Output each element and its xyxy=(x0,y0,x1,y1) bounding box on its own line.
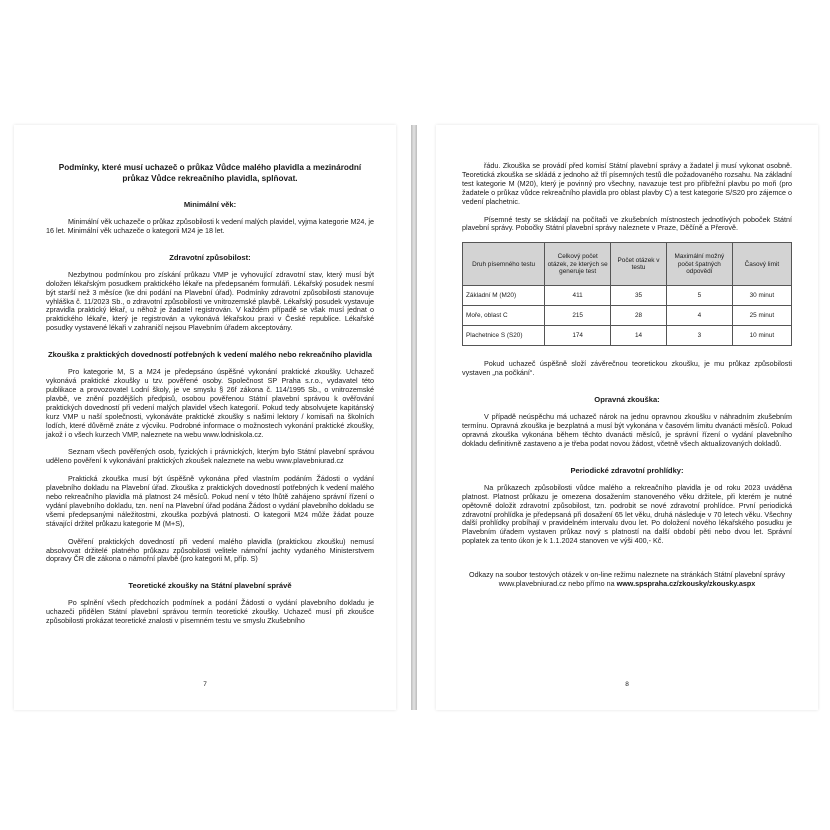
column-header: Maximální možný počet špatných odpovědí xyxy=(666,243,732,286)
paragraph-practical-1: Pro kategorie M, S a M24 je předepsáno úspěšné vykonání praktické zkoušky. Uchazeč vykonává praktické zkoušky u tzv. pověřené osoby. Společnost SP Praha s.r.o., vydavatel této publikace a provozovatel Lodní školy, je ve smyslu § 26f zákona č. 114/1995 Sb., o vnitrozemské plavbě, ve znění pozdějších předpisů, osobou pověřenou Státní plavební správou k ověřování praktických dovedností při vedení malých plavidel všech kategorií. Pokud tedy absolvujete kapitánský kurz VMP u naší společnosti, vykonáváte praktické zkoušky s našimi lektory / komisaři na školních lodích, které důvěrně znáte z výcviku. Podrobné informace o možnostech vykonání praktické zkoušky, jakož i o všech kurzech VMP, naleznete na webu www.lodniskola.cz. xyxy=(46,367,374,439)
section-heading-retake: Opravná zkouška: xyxy=(594,395,660,405)
paragraph-practical-3: Praktická zkouška musí být úspěšně vykonána před vlastním podáním Žádosti o vydání plavebního dokladu na Plavební úřad. Zkouška z praktických dovedností potřebných k vedení malého nebo rekreačního plavidla má platnost 24 měsíců. Pokud není v této lhůtě zahájeno správní řízení o vydání plavebního dokladu, tzn. není na Plavební úřad podána Žádost o vydání plavebního dokladu se všemi předepsanými náležitostmi, zkouška pozbývá platnosti. O kategorii M24 může žádat pouze stávající držitel průkazu kategorie M (M+S), xyxy=(46,474,374,528)
table-cell: 35 xyxy=(611,286,667,306)
column-header: Počet otázek v testu xyxy=(611,243,667,286)
paragraph-health: Nezbytnou podmínkou pro získání průkazu VMP je vyhovující zdravotní stav, který musí být doložen lékařským posudkem praktického lékaře na předepsaném formuláři. Lékařský posudek nesmí být starší než 3 měsíce (ke dni podání na Plavební úřad). Podmínky zdravotní způsobilosti stanovuje vyhláška č. 11/2023 Sb., o zdravotní způsobilosti ve vnitrozemské plavbě. Lékařský posudek vystavuje zpravidla praktický lékař, u něhož je žadatel registrován. V každém případě se však musí jednat o praktického lékaře, který je registrován a vykonává lékařskou praxi v České republice. Lékařské posudky vystavené lékaři v zahraničí nejsou Plavebním úřadem akceptovány. xyxy=(46,269,374,333)
table-cell: 215 xyxy=(545,306,611,326)
column-header: Časový limit xyxy=(732,243,791,286)
footer-text: Odkazy na soubor testových otázek v on-line režimu naleznete na stránkách Státní plavební správy www.plavebniurad.cz nebo přímo na xyxy=(468,570,786,589)
footer-link[interactable]: www.spspraha.cz/zkousky/zkousky.aspx xyxy=(616,579,756,589)
section-heading-practical-exam: Zkouška z praktických dovedností potřebných k vedení malého nebo rekreačního plavidla xyxy=(47,350,373,360)
section-heading-health: Zdravotní způsobilost: xyxy=(169,252,251,262)
paragraph-practical-2: Seznam všech pověřených osob, fyzických i právnických, kterým bylo Státní plavební správou uděleno pověření k vykonávání praktických zkoušek naleznete na webu www.plavebniurad.cz xyxy=(46,447,374,466)
column-header: Druh písemného testu xyxy=(463,243,545,286)
right-page xyxy=(436,125,818,710)
table-cell: 5 xyxy=(666,286,732,306)
paragraph-min-age: Minimální věk uchazeče o průkaz způsobilosti k vedení malých plavidel, vyjma kategorie M24, je 16 let. Minimální věk uchazeče o kategorii M24 je 18 let. xyxy=(46,217,375,235)
page-title: Podmínky, které musí uchazeč o průkaz Vůdce malého plavidla a mezinárodní průkaz Vůdce rekreačního plavidla, splňovat. xyxy=(58,163,362,183)
paragraph-after-table: Pokud uchazeč úspěšně složí závěrečnou teoretickou zkoušku, je mu průkaz způsobilosti vystaven „na počkání“. xyxy=(462,359,792,378)
table-row xyxy=(463,286,792,306)
table-cell: 174 xyxy=(545,326,611,346)
book-spine xyxy=(411,125,417,710)
section-heading-periodic-checks: Periodické zdravotní prohlídky: xyxy=(570,465,684,475)
table-cell: Plachetnice S (S20) xyxy=(463,326,545,346)
column-header: Celkový počet otázek, ze kterých se generuje test xyxy=(545,243,611,286)
paragraph-practical-4: Ověření praktických dovedností při vedení malého plavidla (praktickou zkoušku) nemusí absolvovat držitelé platného průkazu způsobilosti velitele námořní jachty vydaného Ministerstvem dopravy ČR dle zákona o námořní plavbě (pro kategorii M, příp. S) xyxy=(46,536,374,564)
table-cell: 28 xyxy=(611,306,667,326)
table-cell: 411 xyxy=(545,286,611,306)
table-cell: 4 xyxy=(666,306,732,326)
table-cell: 30 minut xyxy=(732,286,791,306)
paragraph-theory-cont: řádu. Zkouška se provádí před komisí Státní plavební správy a žadatel ji musí vykonat osobně. Teoretická zkouška se skládá z jednoho až tří písemných testů dle požadovaného rozsahu. Na základní test kategorie M (M20), který je povinný pro všechny, navazuje test pro přibřežní plavbu po moři (pro žadatele o průkaz vůdce rekreačního plavidla pro oblast plavby C) a test kategorie S/S20 pro zájemce o vedení plachetnic. xyxy=(462,161,793,206)
paragraph-periodic: Na průkazech způsobilosti vůdce malého a rekreačního plavidla je od roku 2023 uváděna platnost. Platnost průkazu je omezena dosažením stanoveného věku držitele, při kterém je nutné opětovně doložit zdravotní způsobilost, tzn. podrobit se nové zdravotní prohlídce. První periodická zdravotní prohlídka je předepsaná při dosažení 65 let věku, druhá následuje v 70 letech věku. Všechny další prohlídky probíhají v pravidelném intervalu dvou let. Po doložení nového lékařského posudku je Plavebním úřadem vystaven průkaz nový s platností na další období pěti nebo dvou let. Správní poplatek za tento úkon je k 1.1.2024 stanoven ve výši 400,- Kč. xyxy=(462,482,792,546)
table-row xyxy=(463,326,792,346)
page-number: 7 xyxy=(203,681,207,688)
table-cell: Moře, oblast C xyxy=(463,306,545,326)
table-cell: 14 xyxy=(611,326,667,346)
table-header-row xyxy=(463,243,792,286)
page-number: 8 xyxy=(625,681,629,688)
table-cell: 3 xyxy=(666,326,732,346)
paragraph-retake: V případě neúspěchu má uchazeč nárok na jednu opravnou zkoušku v náhradním zkušebním termínu. Opravná zkouška je bezplatná a musí být vykonána v časovém limitu dvanácti měsíců. Pokud opravná zkouška vykonána během těchto dvanácti měsíců, je správní řízení o vydání plavebního dokladu definitivně zastaveno a je třeba podat novou žádost, včetně všech aktualizovaných dokladů. xyxy=(462,412,792,448)
exam-table xyxy=(462,242,792,346)
left-page xyxy=(14,125,396,710)
table-cell: 25 minut xyxy=(732,306,791,326)
section-heading-min-age: Minimální věk: xyxy=(183,200,237,209)
table-row xyxy=(463,306,792,326)
table-cell: Základní M (M20) xyxy=(463,286,545,306)
section-heading-theory-exam: Teoretické zkoušky na Státní plavební správě xyxy=(128,581,292,591)
footer-note xyxy=(462,571,792,589)
table-cell: 10 minut xyxy=(732,326,791,346)
paragraph-theory: Po splnění všech předchozích podmínek a podání Žádosti o vydání plavebního dokladu je uchazeči přidělen Státní plavební správou termín teoretické zkoušky. Uchazeč musí při zkoušce způsobilosti prokázat teoretické znalosti v písemném testu ve smyslu Zkušebního xyxy=(46,598,374,626)
paragraph-test-locations: Písemné testy se skládají na počítači ve zkušebních místnostech jednotlivých poboček Státní plavební správy. Pobočky Státní plavební správy naleznete v Praze, Děčíně a Přerově. xyxy=(462,214,792,233)
